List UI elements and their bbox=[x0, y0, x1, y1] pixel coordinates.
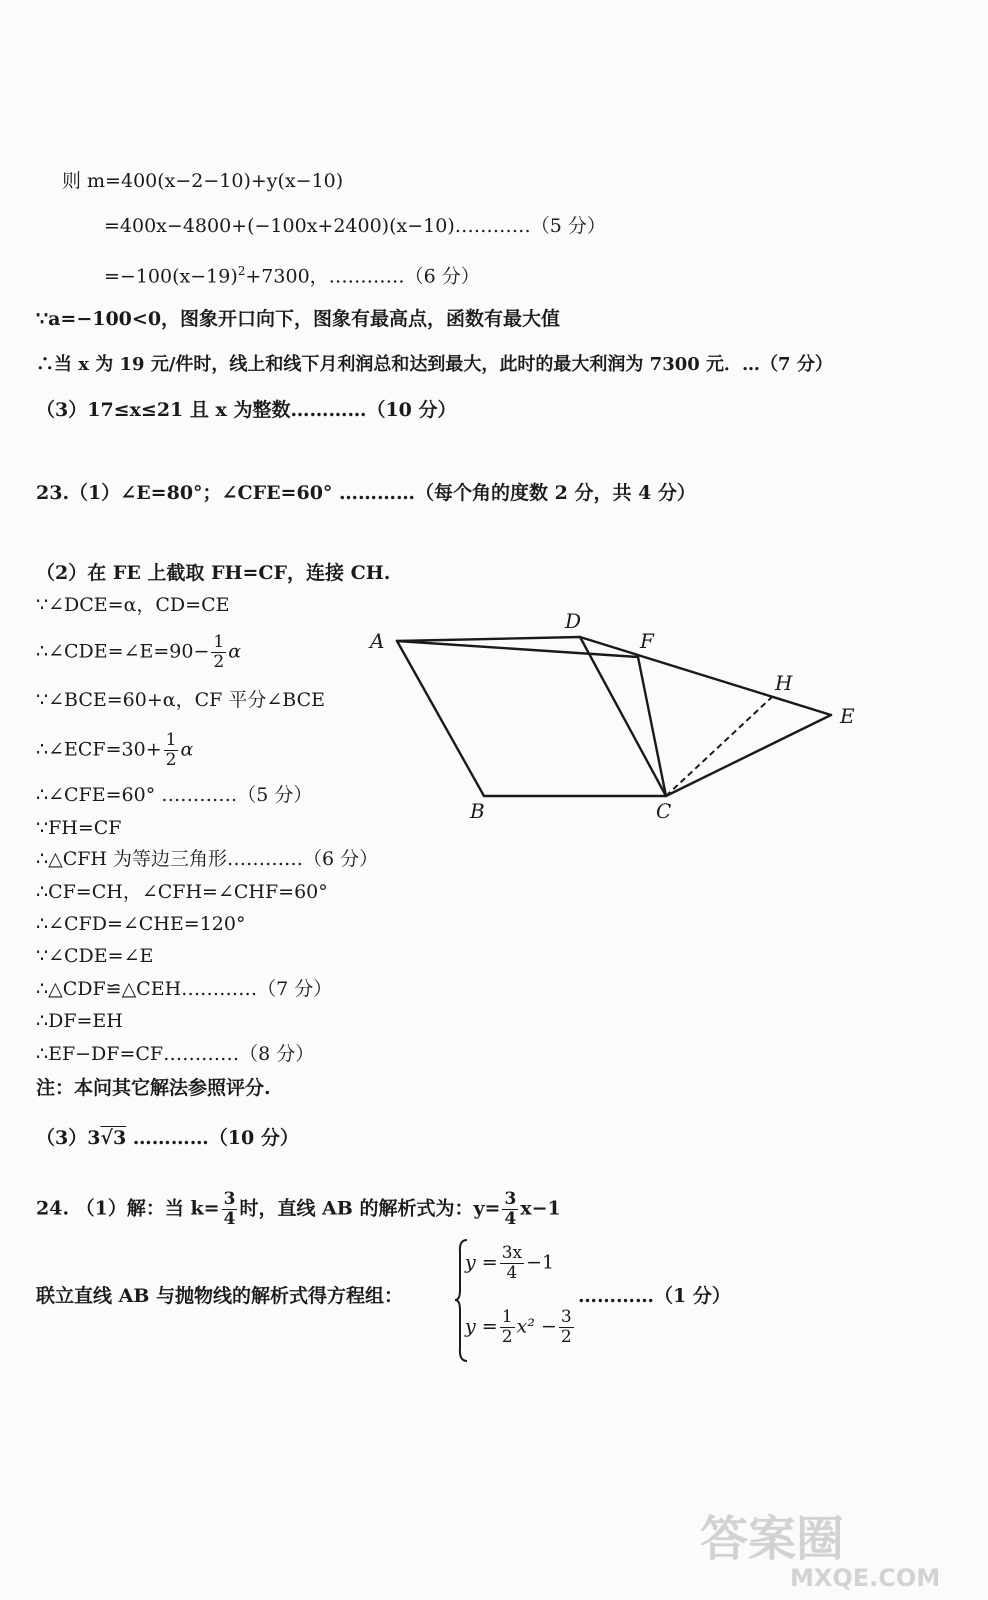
segment-ab bbox=[397, 641, 484, 796]
numerator: 3 bbox=[504, 1189, 517, 1209]
segment-de bbox=[580, 637, 831, 715]
equation-system bbox=[455, 1238, 615, 1368]
denominator: 2 bbox=[165, 750, 177, 770]
denominator: 2 bbox=[560, 1327, 572, 1347]
watermark-logo-text: 答案圈 bbox=[700, 1511, 845, 1567]
fraction bbox=[500, 1308, 515, 1347]
label-e: E bbox=[840, 704, 855, 728]
text-part: y = bbox=[465, 1251, 498, 1274]
watermark-url: MXQE.COM bbox=[790, 1564, 941, 1592]
text-line: ∵∠CDE=∠E bbox=[36, 945, 154, 967]
text-line: （2）在 FE 上截取 FH=CF，连接 CH. bbox=[36, 562, 391, 584]
segment-ch-dashed bbox=[666, 697, 772, 796]
fraction bbox=[559, 1308, 574, 1347]
fraction bbox=[222, 1190, 238, 1229]
equation-2 bbox=[465, 1308, 576, 1347]
denominator: 4 bbox=[504, 1209, 517, 1229]
text-part: −1 bbox=[526, 1251, 555, 1274]
label-c: C bbox=[656, 799, 672, 823]
text-line: ∵a=−100<0，图象开口向下，图象有最高点，函数有最大值 bbox=[36, 308, 561, 330]
numerator: 3x bbox=[501, 1243, 523, 1263]
text-part: =−100(x−19) bbox=[104, 265, 238, 288]
label-h: H bbox=[775, 671, 793, 695]
text-line: （3）17≤x≤21 且 x 为整数…………（10 分） bbox=[36, 399, 457, 421]
text-line: 联立直线 AB 与抛物线的解析式得方程组： bbox=[36, 1285, 404, 1307]
q23-part1: 23.（1）∠E=80°；∠CFE=60° …………（每个角的度数 2 分，共 4 分） bbox=[36, 482, 696, 504]
label-a: A bbox=[370, 629, 385, 653]
text-part: （3）3 bbox=[36, 1127, 101, 1149]
numerator: 3 bbox=[223, 1189, 236, 1209]
exponent: 2 bbox=[237, 264, 246, 278]
text-part: ∴∠ECF=30+ bbox=[36, 738, 162, 761]
text-line: ∴∠CFE=60° …………（5 分） bbox=[36, 784, 313, 806]
text-line: ∴∠CFD=∠CHE=120° bbox=[36, 913, 246, 935]
segment-ce bbox=[666, 715, 831, 796]
text-line: ∴△CFH 为等边三角形…………（6 分） bbox=[36, 848, 379, 870]
numerator: 1 bbox=[213, 632, 225, 652]
denominator: 2 bbox=[213, 652, 225, 672]
watermark bbox=[700, 1500, 970, 1595]
text-part: +7300，…………（6 分） bbox=[245, 265, 480, 288]
text-part: …………（10 分） bbox=[126, 1127, 299, 1149]
text-part: x² − bbox=[516, 1315, 557, 1338]
text-line: 则 m=400(x−2−10)+y(x−10) bbox=[62, 170, 344, 192]
sqrt-expression: √3 bbox=[100, 1127, 127, 1149]
text-line: =400x−4800+(−100x+2400)(x−10)…………（5 分） bbox=[104, 215, 606, 237]
q24-part1 bbox=[36, 1190, 561, 1229]
text-line: ∵∠DCE=α，CD=CE bbox=[36, 594, 230, 616]
denominator: 4 bbox=[223, 1209, 236, 1229]
label-f: F bbox=[640, 629, 654, 653]
text-part: 24. （1）解：当 k= bbox=[36, 1197, 220, 1220]
numerator: 1 bbox=[165, 730, 177, 750]
denominator: 2 bbox=[501, 1327, 513, 1347]
text-line: ∴EF−DF=CF…………（8 分） bbox=[36, 1043, 315, 1065]
text-line: ∴△CDF≌△CEH…………（7 分） bbox=[36, 978, 333, 1000]
text-part: α bbox=[180, 738, 194, 761]
text-part: 时，直线 AB 的解析式为：y= bbox=[239, 1197, 501, 1220]
note-line: 注：本问其它解法参照评分. bbox=[36, 1077, 271, 1099]
label-b: B bbox=[470, 799, 485, 823]
text-line: ∴当 x 为 19 元/件时，线上和线下月利润总和达到最大，此时的最大利润为 7300 元．…（7 分） bbox=[36, 354, 833, 375]
segment-ad bbox=[397, 637, 580, 641]
numerator: 1 bbox=[501, 1307, 513, 1327]
text-part: x−1 bbox=[520, 1197, 561, 1220]
text-part: α bbox=[228, 640, 242, 663]
text-part: y = bbox=[465, 1315, 498, 1338]
label-d: D bbox=[565, 609, 582, 633]
fraction bbox=[500, 1244, 524, 1283]
text-part: ∴∠CDE=∠E=90− bbox=[36, 640, 210, 663]
text-line: ∵FH=CF bbox=[36, 817, 122, 839]
score-text: …………（1 分） bbox=[578, 1285, 731, 1307]
fraction bbox=[502, 1190, 518, 1229]
text-line: ∴CF=CH，∠CFH=∠CHF=60° bbox=[36, 881, 328, 903]
text-line: ∵∠BCE=60+α，CF 平分∠BCE bbox=[36, 689, 325, 711]
segment-fc bbox=[638, 657, 666, 796]
numerator: 3 bbox=[560, 1307, 572, 1327]
denominator: 4 bbox=[506, 1263, 518, 1283]
equation-1 bbox=[465, 1244, 554, 1283]
text-line: ∴DF=EH bbox=[36, 1010, 123, 1032]
